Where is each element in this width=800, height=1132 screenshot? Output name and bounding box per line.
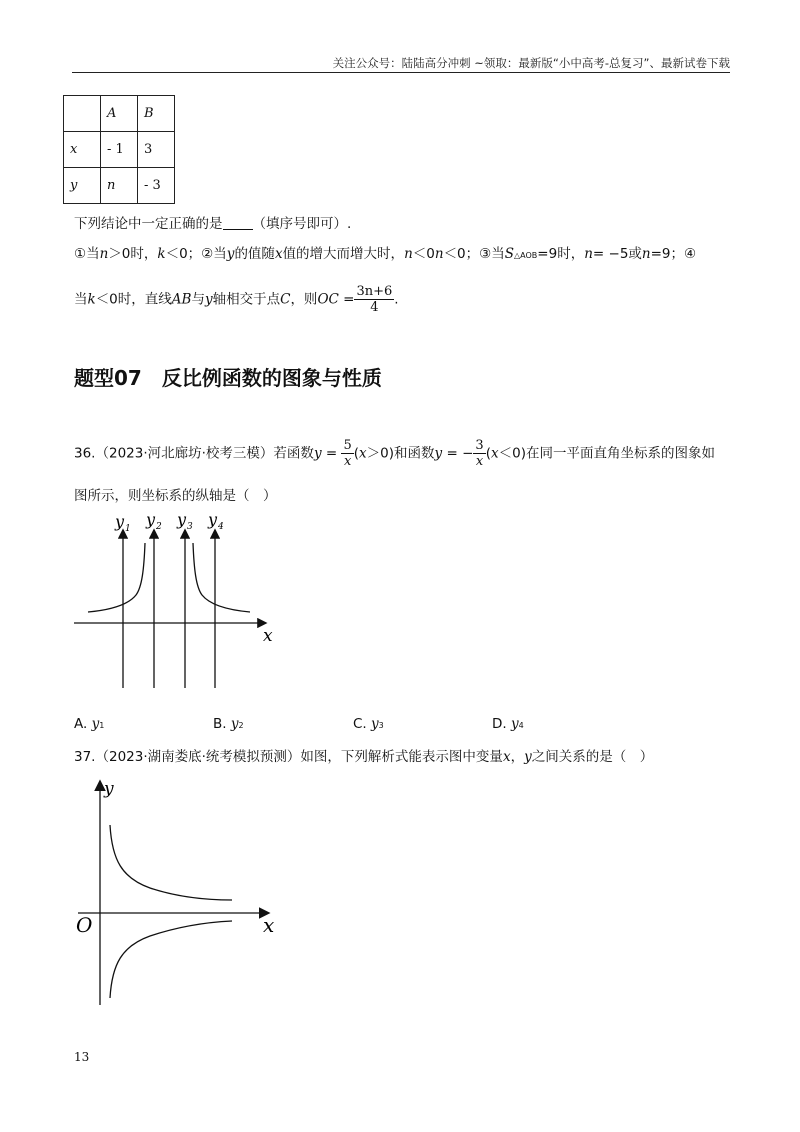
q37-graph — [60, 770, 300, 1020]
math-var: k — [157, 246, 166, 262]
math-var: x — [502, 749, 511, 765]
option-letter: A. — [74, 716, 88, 732]
option-b[interactable] — [213, 716, 244, 732]
table-cell: 3 — [138, 132, 175, 168]
text: ＞0时， — [108, 246, 158, 262]
f2-fraction — [473, 438, 485, 469]
text: （2023·湖南娄底·统考模拟预测）如图，下列解析式能表示图中变量 — [95, 749, 503, 765]
table-cell: - 1 — [101, 132, 138, 168]
value-table — [63, 95, 175, 204]
label-y2-sub: 2 — [156, 522, 162, 532]
fraction-numerator: 5 — [343, 438, 352, 453]
table-row — [64, 132, 175, 168]
math-var: n — [584, 246, 593, 262]
question-number: 37. — [74, 749, 96, 765]
table-cell: n — [101, 168, 138, 204]
fraction-denominator: 4 — [370, 300, 379, 315]
math-subscript: 2 — [238, 721, 244, 730]
math-var: OC — [317, 291, 339, 308]
text: 值的增大而增大时， — [282, 246, 405, 262]
fraction-numerator: 3n+6 — [356, 284, 393, 299]
math-var: y — [91, 716, 100, 732]
option-c[interactable] — [353, 716, 384, 732]
text: =9；④ — [650, 246, 697, 262]
text: ，则 — [290, 291, 318, 308]
prob35-conclusions-line2 — [74, 284, 399, 315]
math-var: n — [99, 246, 109, 262]
curve-right — [193, 543, 250, 612]
question-number: 36. — [74, 445, 96, 462]
table-row — [64, 168, 175, 204]
text: （2023·河北廊坊·校考三模）若函数 — [95, 445, 314, 462]
q37-line1 — [74, 745, 653, 765]
label-y1: y — [115, 512, 125, 531]
label-y4: y — [208, 510, 218, 529]
label-origin: O — [76, 913, 93, 937]
math-var: y — [434, 445, 443, 462]
label-x: x — [263, 626, 273, 646]
math-var: y — [524, 749, 532, 765]
header-divider — [72, 72, 730, 73]
math-var: k — [87, 291, 96, 308]
text: ＜0；③当 — [443, 246, 505, 262]
math-var: x — [490, 445, 499, 462]
q36-line2: 图所示，则坐标系的纵轴是（ ） — [74, 488, 277, 504]
curve-upper — [110, 825, 232, 900]
prob35-conclusions-line1 — [74, 242, 696, 262]
curve-lower — [110, 921, 232, 998]
prob35-prompt — [74, 212, 351, 232]
option-letter: D. — [492, 716, 507, 732]
fraction-numerator: 3 — [475, 438, 484, 453]
section-title: 题型07 反比例函数的图象与性质 — [74, 366, 382, 390]
page-header: 关注公众号：陆陆高分冲刺 ~领取：最新版“小中高考-总复习”、最新试卷下载 — [332, 56, 730, 70]
option-letter: B. — [213, 716, 227, 732]
table-cell: y — [64, 168, 101, 204]
label-y4-sub: 4 — [218, 522, 224, 532]
table-header-b: B — [138, 96, 175, 132]
label-y3-sub: 3 — [187, 522, 193, 532]
math-subscript: 4 — [518, 721, 524, 730]
math-var: y — [230, 716, 239, 732]
math-var: y — [371, 716, 379, 732]
table-header-a: A — [101, 96, 138, 132]
text: . — [394, 291, 399, 308]
text: ， — [510, 749, 525, 765]
text: 当 — [74, 291, 88, 308]
prompt-text: （填序号即可）. — [252, 216, 352, 232]
math-var: AB — [171, 291, 192, 308]
text: 在同一平面直角坐标系的图象如 — [525, 445, 715, 462]
option-a[interactable] — [74, 716, 104, 732]
table-cell: - 3 — [138, 168, 175, 204]
label-y2: y — [146, 510, 156, 529]
text: 之间关系的是（ ） — [531, 749, 654, 765]
q36-graph — [60, 505, 290, 695]
q36-line1: 36.（2023·河北廊坊·校考三模）若函数y = $\frac{5}{x}$ (x＞0)和函数y = − $\frac{3}{x}$ (x＜0)在同一平面直角坐标系的图象如 — [74, 438, 715, 469]
text: ＜0 — [498, 445, 521, 462]
text: 的值随 — [234, 246, 275, 262]
table-cell — [64, 96, 101, 132]
math-var: C — [280, 291, 291, 308]
text: =9时， — [537, 246, 585, 262]
fraction-denominator: x — [475, 454, 484, 469]
math-var: y — [204, 291, 213, 308]
label-y1-sub: 1 — [125, 524, 131, 534]
math-var: n — [404, 246, 413, 262]
page-number: 13 — [74, 1050, 90, 1064]
text: ＜0 — [412, 246, 435, 262]
option-letter: C. — [353, 716, 367, 732]
text: ＜0；②当 — [165, 246, 227, 262]
text: = −5或 — [592, 246, 642, 262]
text: 与 — [191, 291, 205, 308]
curve-left — [88, 543, 145, 612]
math-subscript: △AOB — [514, 251, 538, 260]
option-d[interactable] — [492, 716, 524, 732]
text: 轴相交于点 — [212, 291, 281, 308]
text: = — [338, 291, 355, 308]
math-var: x — [359, 445, 367, 462]
math-var: y — [313, 445, 322, 462]
table-cell: x — [64, 132, 101, 168]
text: − — [462, 445, 474, 462]
fraction-denominator: x — [343, 454, 352, 469]
oc-fraction — [354, 284, 394, 315]
math-subscript: 1 — [99, 721, 105, 730]
prompt-text: 下列结论中一定正确的是 — [74, 216, 223, 232]
math-var: S — [504, 246, 515, 262]
label-y: y — [104, 779, 114, 799]
math-var: y — [510, 716, 519, 732]
label-y3: y — [177, 510, 187, 529]
answer-blank — [223, 216, 253, 230]
text: ①当 — [74, 246, 100, 262]
label-x: x — [263, 913, 275, 937]
math-subscript: 3 — [378, 721, 384, 730]
table-row — [64, 96, 175, 132]
text: ＜0时，直线 — [95, 291, 172, 308]
math-var: n — [641, 246, 651, 262]
f1-fraction — [341, 438, 353, 469]
math-var: y — [226, 246, 235, 262]
math-var: n — [434, 246, 444, 262]
text: ＞0 — [366, 445, 389, 462]
text: 和函数 — [394, 445, 435, 462]
math-var: x — [274, 246, 283, 262]
